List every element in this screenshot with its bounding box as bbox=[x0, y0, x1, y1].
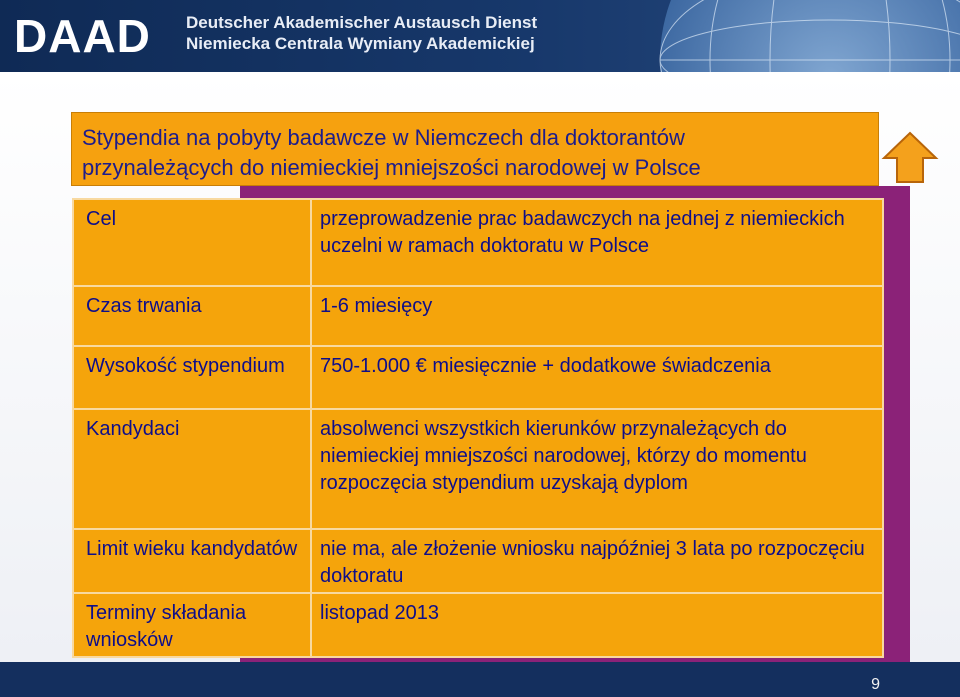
row-label: Kandydaci bbox=[73, 409, 311, 529]
table-row bbox=[73, 529, 883, 593]
header-banner bbox=[0, 0, 960, 72]
row-label: Terminy składania wniosków bbox=[73, 593, 311, 657]
row-value: 1-6 miesięcy bbox=[311, 286, 883, 346]
title-line-1: Stypendia na pobyty badawcze w Niemczech dla doktorantów bbox=[82, 125, 685, 150]
slide-title bbox=[82, 123, 701, 183]
table-row bbox=[73, 286, 883, 346]
globe-icon bbox=[630, 0, 960, 72]
table-row bbox=[73, 593, 883, 657]
row-value: 750-1.000 € miesięcznie + dodatkowe świadczenia bbox=[311, 346, 883, 409]
org-name-german: Deutscher Akademischer Austausch Dienst bbox=[186, 13, 538, 32]
title-line-2: przynależących do niemieckiej mniejszości narodowej w Polsce bbox=[82, 155, 701, 180]
table-row bbox=[73, 409, 883, 529]
slide-title-box bbox=[71, 112, 879, 186]
daad-logo: DAAD bbox=[14, 10, 151, 62]
row-value: nie ma, ale złożenie wniosku najpóźniej 3 lata po rozpoczęciu doktoratu bbox=[311, 529, 883, 593]
page-number: 9 bbox=[871, 676, 880, 693]
row-label: Wysokość stypendium bbox=[73, 346, 311, 409]
row-label: Cel bbox=[73, 199, 311, 286]
info-table bbox=[72, 198, 884, 658]
row-value: przeprowadzenie prac badawczych na jednej z niemieckich uczelni w ramach doktoratu w Polsce bbox=[311, 199, 883, 286]
row-value: absolwenci wszystkich kierunków przynależących do niemieckiej mniejszości narodowej, którzy do momentu rozpoczęcia stypendium uzyskają dyplom bbox=[311, 409, 883, 529]
row-value: listopad 2013 bbox=[311, 593, 883, 657]
table-row bbox=[73, 346, 883, 409]
row-label: Limit wieku kandydatów bbox=[73, 529, 311, 593]
organization-name bbox=[186, 12, 537, 54]
footer-bar bbox=[0, 662, 960, 697]
row-label: Czas trwania bbox=[73, 286, 311, 346]
up-arrow-icon[interactable] bbox=[881, 130, 939, 186]
org-name-polish: Niemiecka Centrala Wymiany Akademickiej bbox=[186, 34, 535, 53]
table-row bbox=[73, 199, 883, 286]
